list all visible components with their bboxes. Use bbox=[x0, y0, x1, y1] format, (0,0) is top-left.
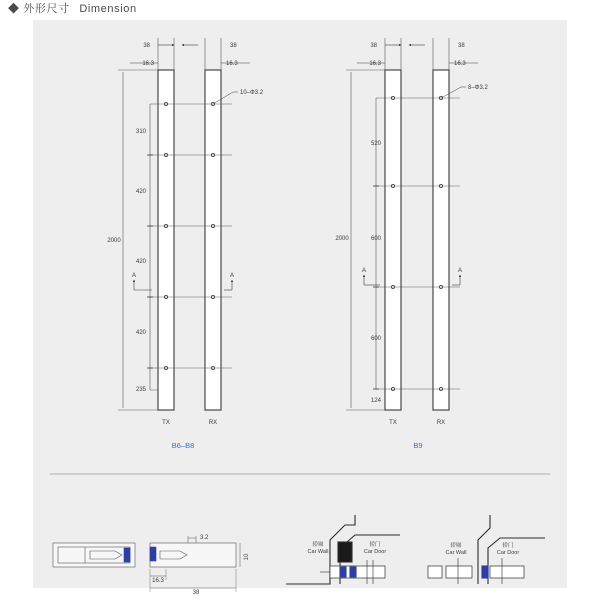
dim-38: 38 bbox=[192, 590, 200, 596]
drawing-b6-b8 bbox=[118, 38, 250, 410]
hole-label-b9: 8–Φ3.2 bbox=[468, 85, 488, 91]
header-title-en: Dimension bbox=[79, 3, 137, 15]
dim-16-3: 16.3 bbox=[152, 578, 164, 584]
model-label-b9: B9 bbox=[413, 441, 423, 450]
section-mark-right-b9: A bbox=[457, 268, 463, 274]
dim-163-right-b9: 16.3 bbox=[454, 61, 466, 67]
dim-38-right: 38 bbox=[230, 43, 237, 49]
segment-3: 420 bbox=[135, 259, 146, 265]
bullet-icon: ◆ bbox=[8, 3, 20, 15]
install-2-car-wall-cn: 轿厢 bbox=[450, 543, 462, 549]
segment-3-b9: 600 bbox=[370, 336, 381, 342]
rx-label-b9: RX bbox=[436, 420, 446, 426]
segment-5: 235 bbox=[135, 387, 146, 393]
segment-4-b9: 124 bbox=[370, 398, 381, 404]
install-2-car-wall-en: Car Wall bbox=[445, 550, 467, 556]
total-height-b9: 2000 bbox=[335, 236, 349, 242]
install-2-car-door-cn: 轿门 bbox=[502, 543, 514, 549]
total-height: 2000 bbox=[107, 238, 121, 244]
segment-2-b9: 600 bbox=[370, 236, 381, 242]
install-2-car-door-en: Car Door bbox=[496, 550, 520, 556]
install-1-car-door-en: Car Door bbox=[363, 549, 387, 555]
section-mark-right: A bbox=[229, 273, 235, 279]
drawing-b9-labels bbox=[335, 43, 488, 426]
dim-38-left-b9: 38 bbox=[370, 43, 377, 49]
segment-1: 310 bbox=[135, 129, 146, 135]
segment-1-b9: 520 bbox=[370, 141, 381, 147]
drawing-b9 bbox=[346, 38, 478, 410]
dim-38-right-b9: 38 bbox=[458, 43, 465, 49]
install-2-labels bbox=[446, 541, 520, 556]
segment-4: 420 bbox=[135, 330, 146, 336]
model-label-b6-b8: B6–B8 bbox=[171, 441, 195, 450]
section-mark-left: A bbox=[131, 273, 137, 279]
hole-label: 10–Φ3.2 bbox=[240, 90, 264, 96]
install-1-car-wall-en: Car Wall bbox=[307, 549, 329, 555]
dim-163-right: 16.3 bbox=[226, 61, 238, 67]
tx-label: TX bbox=[162, 420, 170, 426]
dim-38-left: 38 bbox=[143, 43, 150, 49]
dim-10: 10 bbox=[244, 553, 250, 561]
segment-2: 420 bbox=[135, 189, 146, 195]
drawing-b6-b8-labels bbox=[107, 43, 263, 426]
dim-3-2: 3.2 bbox=[200, 535, 209, 541]
tx-label-b9: TX bbox=[389, 420, 397, 426]
header-title-cn: 外形尺寸 bbox=[23, 3, 70, 15]
install-1-car-door-cn: 轿门 bbox=[369, 542, 381, 548]
cross-section-full bbox=[53, 543, 135, 567]
install-1-car-wall-cn: 轿厢 bbox=[312, 542, 324, 548]
dim-163-left: 16.3 bbox=[142, 61, 154, 67]
rx-label: RX bbox=[208, 420, 218, 426]
section-mark-left-b9: A bbox=[361, 268, 367, 274]
dim-163-left-b9: 16.3 bbox=[369, 61, 381, 67]
